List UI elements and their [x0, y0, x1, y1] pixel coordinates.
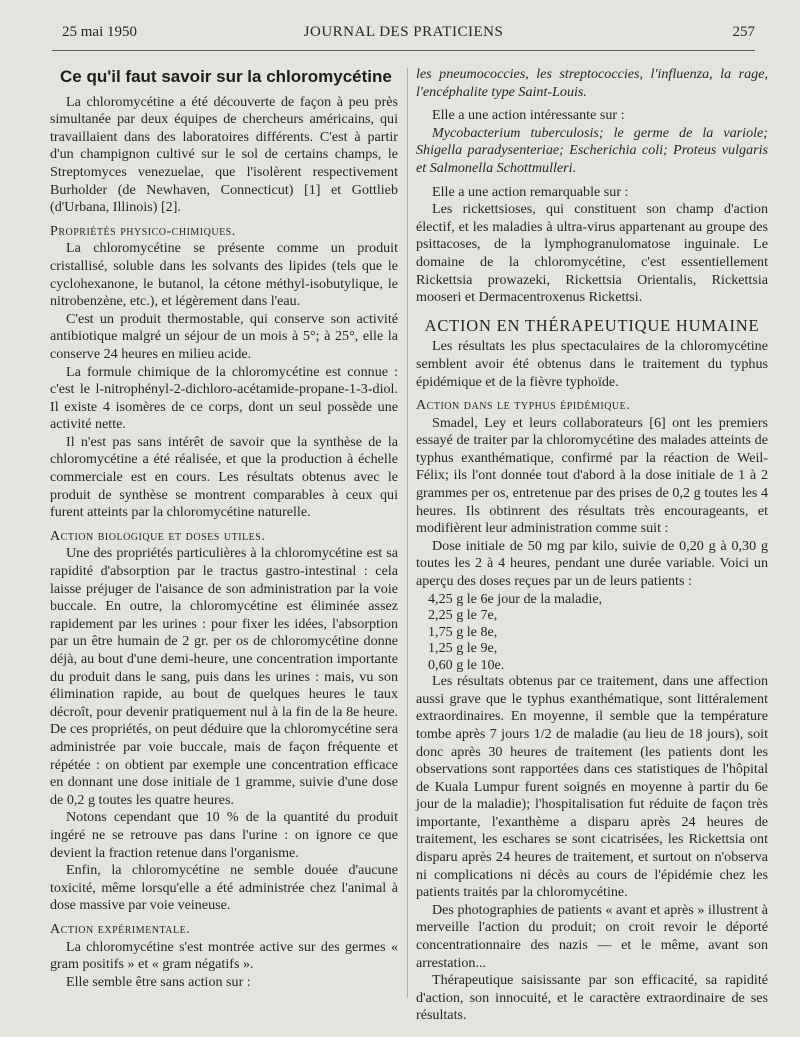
- list-item: 0,60 g le 10e.: [428, 656, 505, 673]
- section-heading-action-experimentale: Action expérimentale.: [50, 920, 191, 937]
- paragraph: Thérapeutique saisissante par son efficacité, sa rapidité d'action, son innocuité, et le caractère extraordinaire de ses résultats.: [416, 972, 768, 1024]
- paragraph: Mycobacterium tuberculosis; le germe de la variole; Shigella paradysenteriae; Escherichia coli; Proteus vulgaris et Salmonella Schottmulleri.: [416, 124, 768, 176]
- paragraph: Une des propriétés particulières à la chloromycétine est sa rapidité d'absorption par le tractus gastro-intestinal : cela laisse préjuger de l'aisance de son administration par la voie buccale. En outre, la chloromycétine est éliminée assez rapidement par les urines : pour fixer les idées, l'absorption par un être humain de 2 gr. per os de chloromycétine donne déjà, au bout d'une demi-heure, une concentration importante du produit dans le sang, puis dans les urines : mais, vu son élimination rapide, au bout de quelques heures le taux décroît, pour devenir pratiquement nul à la fin de la 8e heure. De ces propriétés, on peut déduire que la chloromycétine sera administrée par voie buccale, mais de façon fréquente et répétée : on obtient par exemple une concentration efficace en donnant une dose initiale de 1 gramme, suivie d'une dose de 0,2 g toutes les quatre heures.: [50, 545, 398, 808]
- section-heading-action-biologique: Action biologique et doses utiles.: [50, 527, 266, 544]
- section-heading-typhus: Action dans le typhus épidémique.: [416, 397, 631, 414]
- paragraph-intro: La chloromycétine a été découverte de façon à peu près simultanée par deux équipes de chercheurs américains, qui travaillaient dans des laboratoires différents. C'est à partir d'un champignon cultivé sur le sol de certains champs, le Streptomyces venezuelae, que l'isolèrent respectivement Burholder (de Newhaven, Connecticut) [1] et Gottlieb (d'Urbana, Illinois) [2].: [50, 93, 398, 216]
- article-title: Ce qu'il faut savoir sur la chloromycétine: [60, 67, 392, 86]
- paragraph: Elle a une action intéressante sur :: [432, 107, 625, 124]
- paragraph: La chloromycétine se présente comme un produit cristallisé, soluble dans les solvants des lipides (tels que le cyclohexanone, le butanol, la cétone méthyl-isobutylique, le nitrobenzène, etc.), et légèrement dans l'eau.: [50, 240, 398, 310]
- paragraph: Notons cependant que 10 % de la quantité du produit ingéré ne se retrouve pas dans l'urine : on ignore ce que devient la fraction retenue dans l'organisme.: [50, 809, 398, 861]
- left-column: [50, 66, 398, 991]
- paragraph: La chloromycétine s'est montrée active sur des germes « gram positifs » et « gram négatifs ».: [50, 938, 398, 973]
- paragraph: Elle a une action remarquable sur :: [432, 183, 629, 200]
- list-item: 1,25 g le 9e,: [428, 640, 498, 657]
- section-heading-physico-chimiques: Propriétés physico-chimiques.: [50, 222, 236, 239]
- paragraph: Les résultats les plus spectaculaires de la chloromycétine semblent avoir été obtenus dans le traitement du typhus épidémique et de la fièvre typhoïde.: [416, 338, 768, 390]
- running-head: [52, 24, 755, 46]
- header-rule: [52, 50, 755, 51]
- paragraph: Les rickettsioses, qui constituent son champ d'action électif, et les maladies à ultra-virus appartenant au groupe des psittacoses, de la lymphogranulomatose inguinale. Le domaine de la chloromycétine, c'est essentiellement Rickettsia prowazeki, Rickettsia Orientalis, Rickettsia mooseri et Dermacentroxenus Rickettsi.: [416, 201, 768, 306]
- paragraph: Enfin, la chloromycétine ne semble douée d'aucune toxicité, même lorsqu'elle a été administrée chez l'animal à dose massive par voie veineuse.: [50, 862, 398, 914]
- issue-date: 25 mai 1950: [62, 24, 137, 40]
- column-divider: [407, 68, 408, 998]
- paragraph: Smadel, Ley et leurs collaborateurs [6] ont les premiers essayé de traiter par la chloromycétine des malades atteints de typhus exanthématique, confirmé par la réaction de Weil-Félix; ils l'ont donnée tout d'abord à la dose initiale de 1 à 2 grammes per os, entretenue par des prises de 0,2 g toutes les 4 heures. Ils obtinrent des résultats très encourageants, et modifièrent leur administration comme suit :: [416, 414, 768, 537]
- paragraph: les pneumococcies, les streptococcies, l'influenza, la rage, l'encéphalite type Saint-Louis.: [416, 66, 768, 100]
- paragraph: C'est un produit thermostable, qui conserve son activité antibiotique malgré un séjour de un mois à 5°; à 25°, elle la conserve 24 heures en milieu acide.: [50, 310, 398, 362]
- dose-list: [428, 591, 768, 674]
- section-heading-therapeutique: ACTION EN THÉRAPEUTIQUE HUMAINE: [424, 315, 760, 335]
- paragraph: La formule chimique de la chloromycétine est connue : c'est le l-nitrophényl-2-dichloro-acétamide-propane-1-3-diol. Il existe 4 isomères de ce corps, dont un seul possède une activité nette.: [50, 363, 398, 433]
- list-item: 4,25 g le 6e jour de la maladie,: [428, 590, 603, 607]
- paragraph: Dose initiale de 50 mg par kilo, suivie de 0,20 g à 0,30 g toutes les 2 à 4 heures, pendant une durée variable. Voici un aperçu des doses reçues par un de leurs patients :: [416, 537, 768, 590]
- page-number: 257: [732, 24, 755, 40]
- journal-name: JOURNAL DES PRATICIENS: [303, 24, 504, 40]
- right-column: [416, 66, 768, 1025]
- paragraph: Il n'est pas sans intérêt de savoir que la synthèse de la chloromycétine a été réalisée, et que la production à échelle commerciale est en cours. Les résultats obtenus avec le produit de synthèse se montrent comparables à ceux qui furent atteints par la chloromycétine naturelle.: [50, 433, 398, 521]
- list-item: 1,75 g le 8e,: [428, 623, 498, 640]
- paragraph: Elle semble être sans action sur :: [66, 973, 251, 990]
- paragraph: Des photographies de patients « avant et après » illustrent à merveille l'action du produit; on croit revoir le déporté concentrationnaire des nazis — et le même, avant son arrestation...: [416, 901, 768, 971]
- paragraph: Les résultats obtenus par ce traitement, dans une affection aussi grave que le typhus exanthématique, sont littéralement extraordinaires. En moyenne, il semble que la température tombe après 7 jours 1/2 de maladie (au lieu de 18 jours), soit donc après 30 heures de traitement (les patients dont les observations sont rapportées dans ces statistiques de l'hôpital de Kuala Lumpur furent soignés en moyenne à partir du 6e jour de la maladie); l'hospitalisation fut réduite de façon très importante, l'exanthème a disparu après 24 heures de traitement, les eschares se sont cicatrisées, les Rickettsia ont disparu après 24 heures de traitement, et surtout on n'observa ni complications ni décès au cours de l'épidémie chez les patients traités par la chloromycétine.: [416, 673, 768, 901]
- list-item: 2,25 g le 7e,: [428, 607, 498, 624]
